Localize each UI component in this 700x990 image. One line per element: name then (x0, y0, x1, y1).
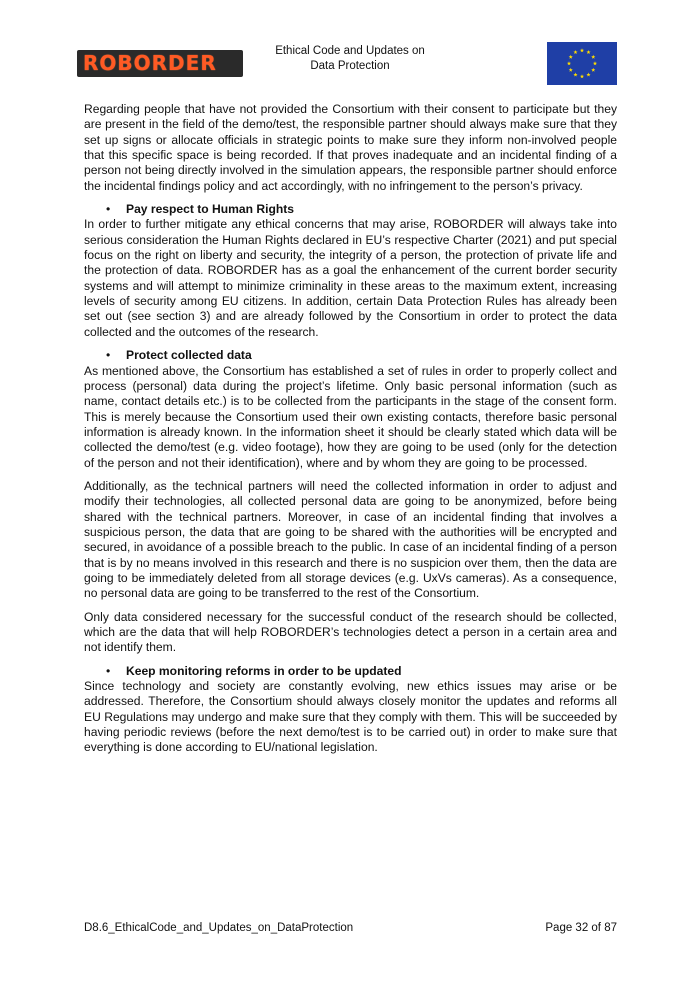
bullet-heading (84, 664, 617, 679)
bullet-icon: • (106, 348, 111, 363)
paragraph: Only data considered necessary for the successful conduct of the research should be collected, which are the data that will help ROBORDER’s technologies detect a person in a certain area and not identify them. (84, 609, 617, 655)
footer-page-number: Page 32 of 87 (545, 922, 617, 934)
footer-doc-name: D8.6_EthicalCode_and_Updates_on_DataProtection (84, 922, 354, 934)
header-title (260, 44, 440, 74)
bullet-heading (84, 348, 617, 363)
paragraph: Since technology and society are constantly evolving, new ethics issues may arise or be addressed. Therefore, the Consortium should always closely monitor the updates and reforms all EU Regulations may undergo and make sure that they comply with them. This will be succeeded by having periodic reviews (before the next demo/test is to be carried out) in order to make sure that everything is done according to EU/national legislation. (84, 679, 617, 755)
eu-flag-icon (547, 42, 617, 85)
bullet-icon: • (106, 663, 111, 678)
bullet-heading-text: Protect collected data (126, 348, 252, 363)
bullet-heading (84, 202, 617, 217)
paragraph: As mentioned above, the Consortium has established a set of rules in order to properly collect and process (personal) data during the project’s lifetime. Only basic personal information (such as name, contact details etc.) is to be collected from the participants in the stage of the consent form. This is merely because the Consortium used their own existing contacts, therefore basic personal information is already known. In the information sheet it should be clearly stated which data will be collected the demo/test (e.g. video footage), how they are going to be used (only for the detection of the person and not their identification), where and by whom they are going to be processed. (84, 363, 617, 470)
header-title-line1: Ethical Code and Updates on (275, 45, 425, 57)
paragraph: Regarding people that have not provided the Consortium with their consent to participate but they are present in the field of the demo/test, the responsible partner should always make sure that they set up signs or allocate officials in strategic points to make sure they inform non-involved people that this specific space is being recorded. If that proves inadequate and an incidental finding of a person not being directly involved in the simulation appears, the responsible partner should enforce the incidental findings policy and act accordingly, with no infringement to the person’s privacy. (84, 102, 617, 193)
document-body (84, 102, 617, 764)
paragraph: Additionally, as the technical partners will need the collected information in order to adjust and modify their technologies, all collected personal data are going to be anonymized, before being shared with the technical partners. Moreover, in case of an incidental finding that involves a suspicious person, the data that are going to be shared with the authorities will be encrypted and secured, in avoidance of a possible breach to the public. In case of an incidental finding of a person that is by no means involved in this research and there is no suspicion over them, then the data are going to be immediately deleted from all storage devices (e.g. UxVs cameras). As a consequence, no personal data are going to be transferred to the rest of the Consortium. (84, 478, 617, 601)
paragraph: In order to further mitigate any ethical concerns that may arise, ROBORDER will always take into serious consideration the Human Rights declared in EU’s respective Charter (2021) and put special focus on the right on liberty and security, the integrity of a person, the protection of private life and the protection of data. ROBORDER has as a goal the enhancement of the current border security systems and will attempt to minimize criminality in these areas to the maximum extent, increasing levels of security among EU citizens. In addition, certain Data Protection Rules has already been set out (see section 3) and are already followed by the Consortium in order to protect the data collected and the outcomes of the research. (84, 217, 617, 339)
header-title-line2: Data Protection (310, 60, 390, 72)
logo-text: ROBORDER (83, 51, 217, 75)
bullet-icon: • (106, 202, 111, 217)
bullet-heading-text: Keep monitoring reforms in order to be updated (126, 663, 402, 678)
bullet-heading-text: Pay respect to Human Rights (126, 202, 295, 217)
roborder-logo (77, 50, 243, 77)
page-header (0, 0, 700, 100)
